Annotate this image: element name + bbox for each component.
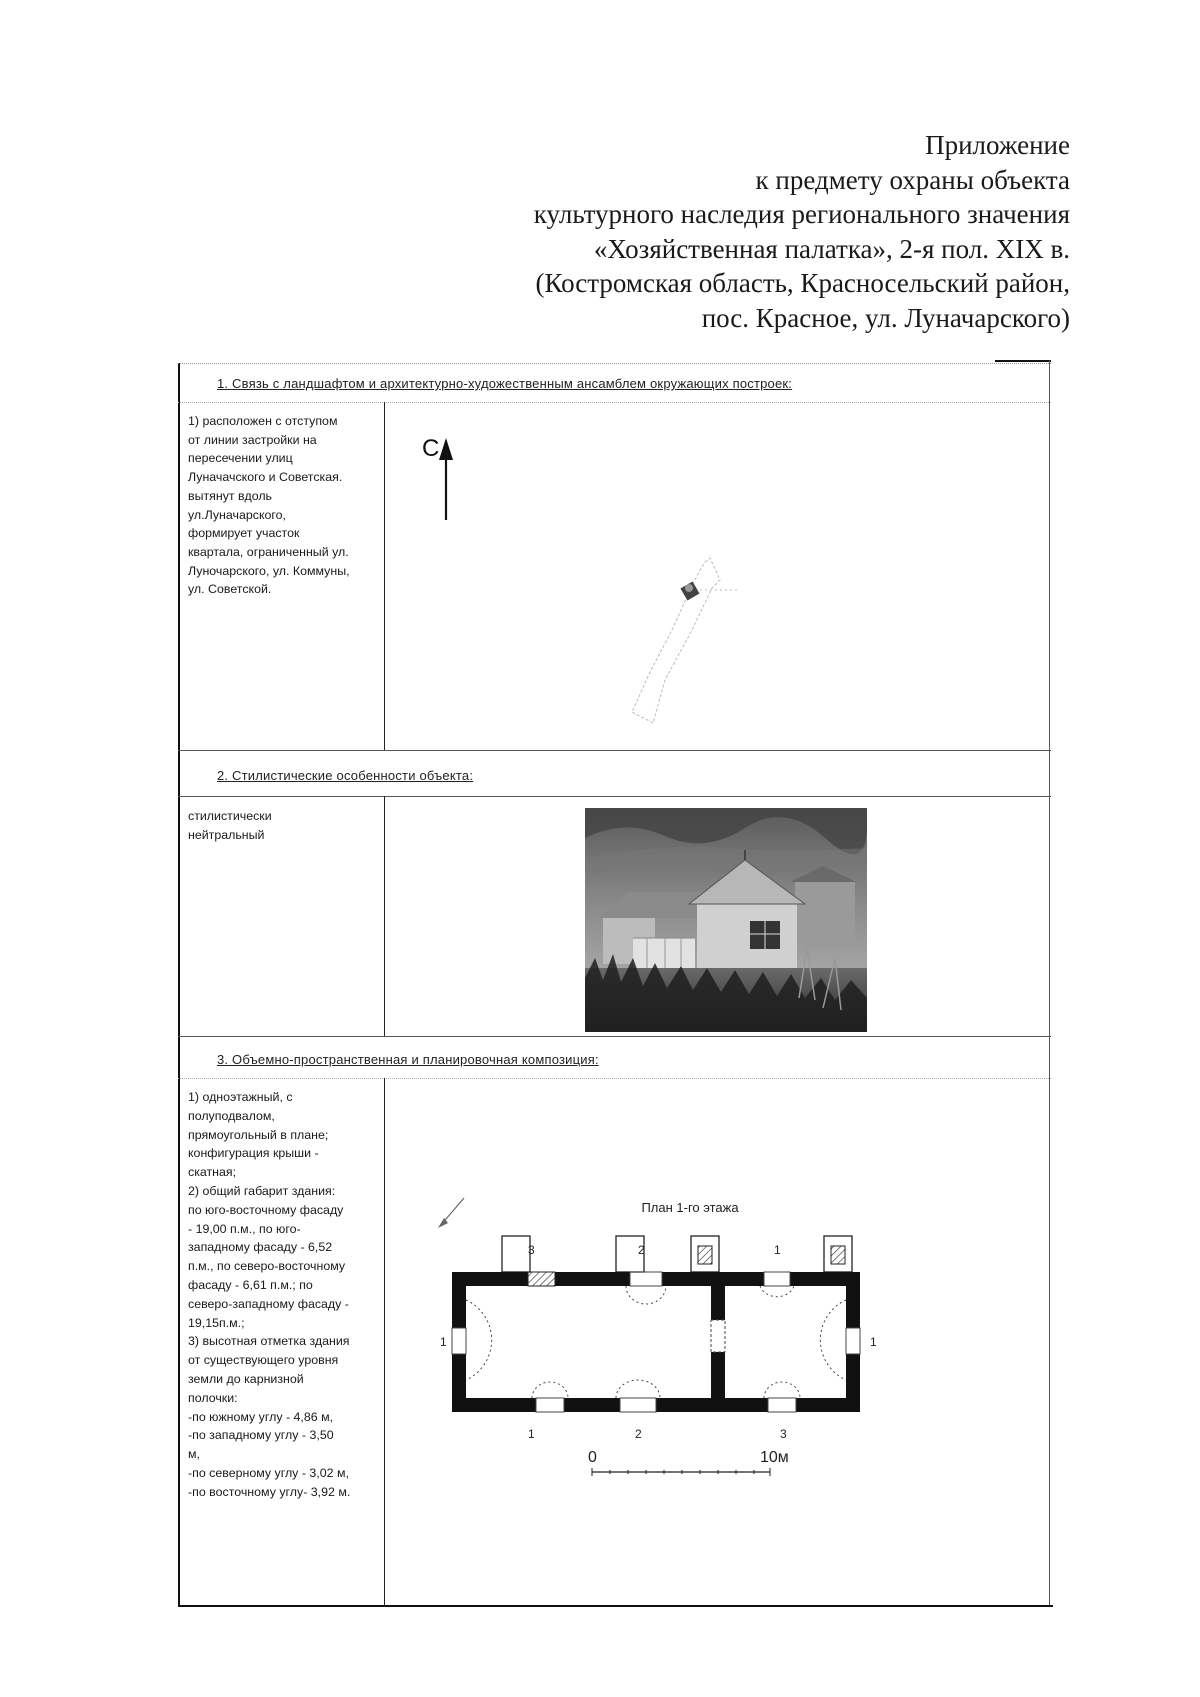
description-line: ул. Советской. bbox=[188, 582, 272, 597]
section-1-title: 1. Связь с ландшафтом и архитектурно-художественным ансамблем окружающих построек: bbox=[217, 376, 793, 391]
opening-label: 3 bbox=[780, 1427, 787, 1441]
table-right-border bbox=[1049, 360, 1050, 1605]
description-line: конфигурация крыши - bbox=[188, 1146, 319, 1161]
description-line: нейтральный bbox=[188, 827, 265, 842]
hatched-block bbox=[831, 1246, 845, 1264]
description-line: западному фасаду - 6,52 bbox=[188, 1240, 333, 1255]
building-photo bbox=[585, 808, 867, 1032]
description-line: полочки: bbox=[188, 1390, 238, 1405]
compass-icon bbox=[438, 1198, 464, 1228]
scale-end: 10м bbox=[760, 1449, 789, 1466]
section-2-title: 2. Стилистические особенности объекта: bbox=[217, 768, 474, 783]
description-line: 3) высотная отметка здания bbox=[188, 1334, 350, 1349]
description-line: -по восточному углу- 3,92 м. bbox=[188, 1484, 351, 1499]
section-2-top-border bbox=[178, 750, 1051, 751]
opening-label: 1 bbox=[440, 1335, 447, 1349]
header-line: к предмету охраны объекта bbox=[755, 164, 1070, 195]
description-line: от существующего уровня bbox=[188, 1353, 339, 1368]
window-niches bbox=[466, 1286, 846, 1398]
north-label: С bbox=[422, 435, 440, 462]
description-line: земли до карнизной bbox=[188, 1371, 304, 1386]
section-2-divider bbox=[178, 796, 1051, 797]
description-line: -по южному углу - 4,86 м, bbox=[188, 1409, 334, 1424]
entrance-pit bbox=[502, 1236, 530, 1272]
hatched-window bbox=[528, 1272, 555, 1286]
outer-walls bbox=[452, 1272, 860, 1412]
table-top-border-solid bbox=[995, 360, 1051, 362]
window-openings bbox=[452, 1272, 860, 1412]
description-line: Луночарского, ул. Коммуны, bbox=[188, 563, 350, 578]
section-3-description bbox=[188, 1088, 388, 1502]
description-line: стилистически bbox=[188, 809, 272, 823]
description-line: по юго-восточному фасаду bbox=[188, 1202, 344, 1217]
description-line: - 19,00 п.м., по юго- bbox=[188, 1221, 301, 1236]
hatched-block bbox=[698, 1246, 712, 1264]
site-plan bbox=[410, 420, 770, 730]
opening-label: 3 bbox=[528, 1243, 535, 1257]
header-line: «Хозяйственная палатка», 2-я пол. XIX в. bbox=[593, 233, 1070, 264]
description-line: северо-западному фасаду - bbox=[188, 1296, 349, 1311]
description-line: квартала, ограниченный ул. bbox=[188, 544, 349, 559]
description-line: 1) одноэтажный, с bbox=[188, 1090, 293, 1104]
description-line: 1) расположен с отступом bbox=[188, 414, 338, 428]
description-line: ул.Луначарского, bbox=[188, 507, 286, 522]
table-top-border bbox=[178, 363, 1051, 364]
north-arrow-icon bbox=[439, 438, 453, 520]
description-line: -по северному углу - 3,02 м, bbox=[188, 1465, 349, 1480]
section-3-title: 3. Объемно-пространственная и планировочная композиция: bbox=[217, 1052, 599, 1067]
opening-label: 2 bbox=[635, 1427, 642, 1441]
header-line: пос. Красное, ул. Луначарского) bbox=[701, 302, 1070, 333]
description-line: пересечении улиц bbox=[188, 451, 293, 466]
section-1-divider bbox=[178, 402, 1051, 403]
section-3-top-border bbox=[178, 1036, 1051, 1037]
description-line: полуподвалом, bbox=[188, 1108, 275, 1123]
description-line: скатная; bbox=[188, 1165, 237, 1180]
floor-plan bbox=[430, 1190, 950, 1520]
description-line: фасаду - 6,61 п.м.; по bbox=[188, 1277, 313, 1292]
description-line: Луначачского и Советская. bbox=[188, 470, 343, 485]
section-2-description bbox=[188, 807, 388, 844]
description-line: -по западному углу - 3,50 bbox=[188, 1428, 334, 1443]
header-line: Приложение bbox=[925, 130, 1070, 160]
section-3-divider bbox=[178, 1078, 1051, 1079]
description-line: 19,15п.м.; bbox=[188, 1315, 245, 1330]
description-line: от линии застройки на bbox=[188, 432, 317, 447]
description-line: прямоугольный в плане; bbox=[188, 1127, 329, 1142]
header-line: культурного наследия регионального значения bbox=[533, 199, 1070, 229]
opening-label: 1 bbox=[774, 1243, 781, 1257]
description-line: вытянут вдоль bbox=[188, 488, 273, 503]
building-location-marker bbox=[632, 558, 740, 723]
scale-start: 0 bbox=[588, 1449, 597, 1466]
section-1-description bbox=[188, 412, 388, 599]
opening-label: 1 bbox=[870, 1335, 877, 1349]
plan-title: План 1-го этажа bbox=[641, 1200, 739, 1215]
description-line: п.м., по северо-восточному bbox=[188, 1259, 346, 1274]
header-line: (Костромская область, Красносельский район, bbox=[535, 268, 1070, 298]
appendix-header bbox=[370, 128, 1070, 335]
description-line: 2) общий габарит здания: bbox=[188, 1183, 336, 1198]
description-line: формирует участок bbox=[188, 526, 300, 541]
opening-label: 1 bbox=[528, 1427, 535, 1441]
opening-label: 2 bbox=[638, 1243, 645, 1257]
scale-bar bbox=[588, 1449, 789, 1476]
description-line: м, bbox=[188, 1447, 200, 1462]
